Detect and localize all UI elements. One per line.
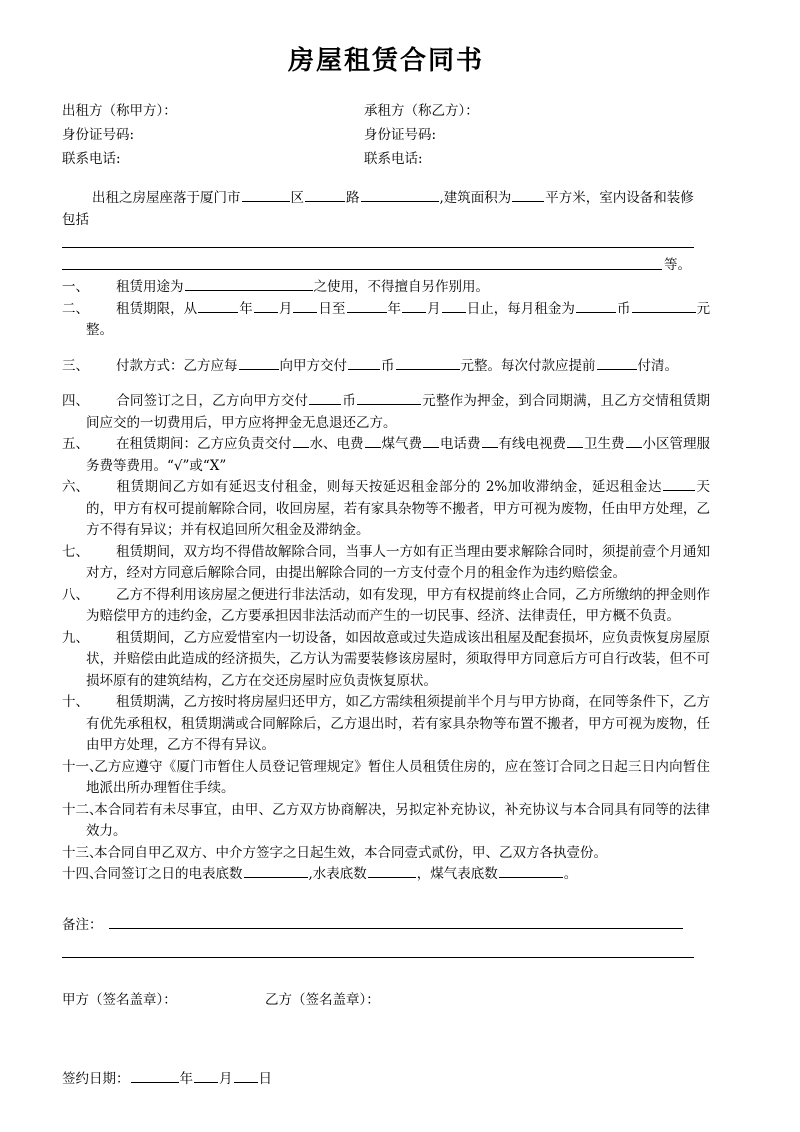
clause-text: 有线电视费 [498, 436, 566, 453]
clause-item [62, 391, 710, 434]
clause-number: 十一、 [62, 758, 103, 775]
clause-number: 四、 [62, 393, 89, 410]
clause-text: 月 [278, 300, 293, 317]
fill-in-blank[interactable] [402, 299, 426, 313]
clause-text: 元整。每次付款应提前 [460, 357, 596, 374]
landlord-label: 出租方（称甲方）： [62, 103, 177, 120]
sign-day-blank[interactable] [234, 1069, 258, 1083]
clause-item [62, 628, 710, 693]
party-a-signature-label: 甲方（签名盖章）： [62, 991, 177, 1008]
clause-item [62, 757, 710, 800]
intro-line-1 [62, 187, 710, 209]
intro-text-d: ,建筑面积为 [439, 190, 512, 207]
clause-number: 三、 [62, 357, 89, 374]
fill-in-blank[interactable] [423, 434, 439, 448]
party-b-signature-label: 乙方（签名盖章）： [265, 991, 380, 1008]
fill-in-blank[interactable] [567, 434, 583, 448]
fill-in-blank[interactable] [357, 391, 421, 405]
clause-body [86, 757, 710, 800]
clause-text: 租赁期限，从 [116, 300, 198, 317]
clause-item [62, 356, 710, 378]
clause-number: 九、 [62, 629, 89, 646]
page-content [62, 0, 710, 1091]
clause-number: 十四、 [62, 866, 103, 883]
intro-rule-1[interactable] [62, 247, 694, 248]
clause-text: ,水表底数 [308, 866, 367, 883]
clause-body [86, 843, 710, 865]
clause-body [86, 800, 710, 843]
tenant-id-label: 身份证号码: [364, 127, 437, 144]
intro-text-a: 出租之房屋座落于厦门市 [92, 190, 241, 207]
fill-in-blank[interactable] [244, 864, 308, 878]
clause-item [62, 843, 710, 865]
fill-in-blank[interactable] [663, 477, 695, 491]
clause-number: 八、 [62, 586, 89, 603]
clause-text: 币 [342, 393, 357, 410]
clause-text: 付款方式：乙方应每 [116, 357, 238, 374]
area-blank[interactable] [512, 188, 544, 202]
parties-block [62, 99, 710, 171]
clause-body [86, 391, 710, 434]
clause-text: 乙方不得利用该房屋之便进行非法活动，如有发现，甲方有权提前终止合同，乙方所缴纳的押金则作为赔偿甲方的违约金，乙方要承担因非法活动而产生的一切民事、经济、法律责任，甲方概不负责。 [86, 586, 710, 625]
clause-text: 租赁期满，乙方按时将房屋归还甲方，如乙方需续租须提前半个月与甲方协商，在同等条件下，乙方有优先承租权，租赁期满或合同解除后，乙方退出时，若有家具杂物等布置不搬者，甲方可视为废物，任由甲方处理，乙方不得有异议。 [86, 694, 710, 754]
intro-line-2 [62, 209, 710, 231]
clause-number: 十、 [62, 694, 89, 711]
clause-body [86, 864, 710, 886]
clause-item [62, 692, 710, 757]
fill-in-blank[interactable] [347, 299, 387, 313]
fill-in-blank[interactable] [499, 864, 563, 878]
fill-in-blank[interactable] [597, 356, 637, 370]
clause-text: 卫生费 [584, 436, 625, 453]
clause-item [62, 585, 710, 628]
clause-text: 本合同若有未尽事宜，由甲、乙方双方协商解决，另拟定补充协议，补充协议与本合同具有同等的法律效力。 [86, 801, 710, 840]
property-intro-paragraph [62, 187, 710, 275]
clause-body [86, 692, 710, 757]
clause-number: 六、 [62, 479, 89, 496]
clause-item [62, 477, 710, 542]
clause-item [62, 542, 710, 585]
clause-item [62, 299, 710, 342]
fill-in-blank[interactable] [348, 356, 380, 370]
clause-body [86, 434, 710, 477]
sign-date-label: 签约日期： [62, 1070, 130, 1087]
clause-text: 本合同自甲乙双方、中介方签字之日起生效，本合同壹式贰份，甲、乙双方各执壹份。 [94, 844, 607, 861]
clause-number: 二、 [62, 300, 89, 317]
clause-text: 租赁期间乙方如有延迟支付租金，则每天按延迟租金部分的 2%加收滞纳金，延迟租金达 [116, 479, 662, 496]
clause-number: 十三、 [62, 844, 103, 861]
clause-text: 元整。 [86, 300, 711, 339]
clause-text: 之使用，不得擅自另作别用。 [313, 279, 489, 296]
clause-text: 币 [616, 300, 631, 317]
intro-text-e: 平方米，室内设备和装修 [545, 190, 694, 207]
road-blank[interactable] [305, 188, 345, 202]
remarks-blank-1[interactable] [109, 914, 683, 929]
clause-number: 七、 [62, 543, 89, 560]
clause-text: 日止，每月租金为 [466, 300, 575, 317]
clause-text: 租赁期间，双方均不得借故解除合同，当事人一方如有正当理由要求解除合同时，须提前壹个月通知对方，经对方同意后解除合同，由提出解除合同的一方支付壹个月的租金作为违约赔偿金。 [86, 543, 710, 582]
remarks-row-2[interactable] [62, 938, 710, 964]
fill-in-blank[interactable] [365, 434, 381, 448]
clause-body [86, 542, 710, 585]
clause-text: 乙方应遵守《厦门市暂住人员登记管理规定》暂住人员租赁住房的，应在签订合同之日起三日内向暂住地派出所办理暂住手续。 [86, 758, 710, 797]
fill-in-blank[interactable] [254, 299, 278, 313]
clause-body [86, 628, 710, 693]
intro-blank-line-1[interactable] [62, 231, 710, 253]
remarks-block [62, 914, 710, 964]
intro-text-b: 区 [290, 190, 304, 207]
clause-item [62, 434, 710, 477]
clause-body [86, 356, 710, 378]
tenant-phone-label: 联系电话: [364, 151, 423, 168]
party-row [62, 147, 710, 171]
clause-body [86, 477, 710, 542]
fill-in-blank[interactable] [368, 864, 416, 878]
clause-text: 元整作为押金，到合同期满，且乙方交情租赁期间应交的一切费用后，甲方应将押金无息退还乙方。 [86, 393, 711, 431]
clause-text: 。 [563, 866, 578, 883]
fill-in-blank[interactable] [576, 299, 616, 313]
clause-text: 天的，甲方有权可提前解除合同，收回房屋，若有家具杂物等不搬者，甲方可视为废物，任由甲方处理，乙方不得有异议；并有权追回所欠租金及滞纳金。 [86, 479, 710, 539]
page-title: 房屋租赁合同书 [287, 46, 484, 76]
fill-in-blank[interactable] [482, 434, 498, 448]
fill-in-blank[interactable] [293, 299, 317, 313]
sign-year-unit: 年 [179, 1070, 193, 1087]
party-row [62, 123, 710, 147]
clause-item [62, 800, 710, 843]
sign-date-block [62, 1067, 710, 1091]
sign-year-blank[interactable] [131, 1069, 179, 1083]
intro-tail-text: 等。 [664, 257, 691, 274]
clause-number: 一、 [62, 279, 89, 296]
remarks-blank-2[interactable] [62, 957, 694, 958]
remarks-row-1 [62, 914, 710, 938]
clause-text: 电话费 [440, 436, 481, 453]
clause-text: 租赁用途为 [116, 279, 184, 296]
clause-text: 煤气费 [381, 436, 422, 453]
clause-text: ，煤气表底数 [416, 866, 498, 883]
clause-text: 向甲方交付 [279, 357, 347, 374]
intro-text-include: 包括 [62, 212, 89, 229]
clause-text: 水、电费 [309, 436, 364, 453]
intro-text-c: 路 [346, 190, 360, 207]
fill-in-blank[interactable] [396, 356, 460, 370]
remarks-label: 备注： [62, 916, 103, 933]
fill-in-blank[interactable] [632, 299, 696, 313]
clause-text: 年 [387, 300, 402, 317]
party-row [62, 99, 710, 123]
clause-body [86, 585, 710, 628]
clause-list [62, 277, 710, 886]
clause-text: 币 [381, 357, 395, 374]
sign-month-blank[interactable] [194, 1069, 218, 1083]
clause-number: 十二、 [62, 801, 103, 818]
clause-text: 年 [239, 300, 253, 317]
district-blank[interactable] [242, 188, 290, 202]
fill-in-blank[interactable] [198, 299, 238, 313]
intro-rule-2[interactable] [62, 269, 662, 270]
clause-body [86, 277, 710, 299]
clause-text: 在租赁期间：乙方应负责交付 [116, 436, 292, 453]
clause-text: 合同签订之日，乙方向甲方交付 [116, 393, 309, 410]
clause-text: 付清。 [637, 357, 678, 374]
fill-in-blank[interactable] [293, 434, 309, 448]
sign-day-unit: 日 [258, 1070, 272, 1087]
fill-in-blank[interactable] [309, 391, 341, 405]
clause-text: 月 [427, 300, 441, 317]
clause-item [62, 864, 710, 886]
fill-in-blank[interactable] [239, 356, 279, 370]
signature-block [62, 988, 710, 1012]
clause-number: 五、 [62, 436, 89, 453]
fill-in-blank[interactable] [185, 277, 313, 291]
clause-text: 租赁期间，乙方应爱惜室内一切设备，如因故意或过失造成该出租屋及配套损坏，应负责恢复房屋原状，并赔偿由此造成的经济损失，乙方认为需要装修该房屋时，须取得甲方同意后方可自行改装，但不可损坏原有的建筑结构，乙方在交还房屋时应负责恢复原状。 [86, 629, 710, 689]
clause-item [62, 277, 710, 299]
clause-text: 小区管理服务费等费用。“√”或“X” [86, 436, 710, 474]
landlord-id-label: 身份证号码: [62, 127, 135, 144]
clause-text: 合同签订之日的电表底数 [94, 866, 243, 883]
sign-month-unit: 月 [219, 1070, 233, 1087]
fill-in-blank[interactable] [626, 434, 642, 448]
intro-blank-line-2[interactable] [62, 253, 710, 275]
clause-body [86, 299, 710, 342]
landlord-phone-label: 联系电话: [62, 151, 121, 168]
fill-in-blank[interactable] [442, 299, 466, 313]
address-blank[interactable] [361, 188, 439, 202]
tenant-label: 承租方（称乙方）： [364, 103, 479, 120]
clause-text: 日至 [318, 300, 346, 317]
